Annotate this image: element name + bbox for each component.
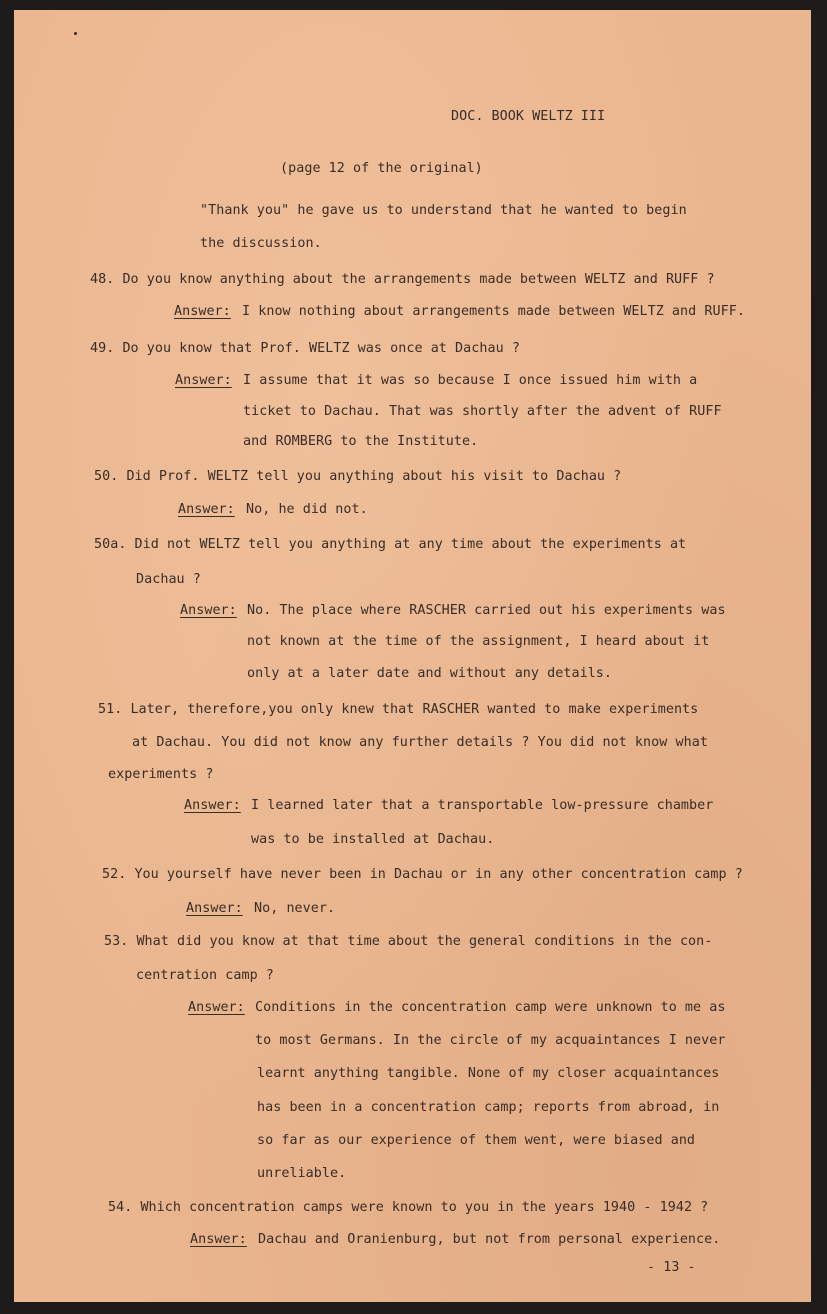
document-page: [14, 10, 811, 1302]
answer-text: not known at the time of the assignment, I heard about it: [247, 634, 710, 649]
paragraph-line: "Thank you" he gave us to understand that he wanted to begin: [200, 203, 687, 218]
question-48: 48. Do you know anything about the arrangements made between WELTZ and RUFF ?: [90, 272, 715, 287]
answer-label: Answer:: [188, 1000, 245, 1015]
page-number: - 13 -: [647, 1260, 696, 1275]
answer-label: Answer:: [190, 1232, 247, 1247]
question-continuation: Dachau ?: [136, 572, 201, 587]
answer-label: Answer:: [175, 373, 232, 388]
answer-text: Dachau and Oranienburg, but not from personal experience.: [258, 1232, 721, 1247]
answer-label: Answer:: [184, 798, 241, 813]
answer-text: to most Germans. In the circle of my acquaintances I never: [255, 1033, 726, 1048]
answer-text: so far as our experience of them went, were biased and: [257, 1133, 696, 1148]
original-page-reference: (page 12 of the original): [280, 161, 483, 176]
answer-text: unreliable.: [257, 1166, 347, 1181]
answer-text: was to be installed at Dachau.: [251, 832, 495, 847]
answer-text: learnt anything tangible. None of my closer acquaintances: [257, 1066, 720, 1081]
question-49: 49. Do you know that Prof. WELTZ was once at Dachau ?: [90, 341, 520, 356]
answer-label: Answer:: [174, 304, 231, 319]
ink-speck: [74, 32, 77, 35]
answer-text: I know nothing about arrangements made between WELTZ and RUFF.: [242, 304, 745, 319]
question-51: 51. Later, therefore,you only knew that RASCHER wanted to make experiments: [98, 702, 699, 717]
answer-text: and ROMBERG to the Institute.: [243, 434, 479, 449]
question-53: 53. What did you know at that time about the general conditions in the con-: [104, 934, 713, 949]
answer-text: I learned later that a transportable low-pressure chamber: [251, 798, 714, 813]
question-52: 52. You yourself have never been in Dachau or in any other concentration camp ?: [102, 867, 743, 882]
question-continuation: at Dachau. You did not know any further details ? You did not know what: [132, 735, 708, 750]
question-54: 54. Which concentration camps were known to you in the years 1940 - 1942 ?: [108, 1200, 709, 1215]
answer-text: only at a later date and without any details.: [247, 666, 613, 681]
question-continuation: experiments ?: [108, 767, 214, 782]
answer-label: Answer:: [178, 502, 235, 517]
question-50a: 50a. Did not WELTZ tell you anything at any time about the experiments at: [94, 537, 687, 552]
answer-text: I assume that it was so because I once issued him with a: [243, 373, 698, 388]
answer-text: No, he did not.: [246, 502, 368, 517]
answer-label: Answer:: [180, 603, 237, 618]
answer-text: ticket to Dachau. That was shortly after the advent of RUFF: [243, 404, 722, 419]
answer-text: No. The place where RASCHER carried out his experiments was: [247, 603, 726, 618]
answer-text: Conditions in the concentration camp were unknown to me as: [255, 1000, 726, 1015]
question-50: 50. Did Prof. WELTZ tell you anything about his visit to Dachau ?: [94, 469, 622, 484]
answer-text: has been in a concentration camp; reports from abroad, in: [257, 1100, 720, 1115]
answer-text: No, never.: [254, 901, 336, 916]
answer-label: Answer:: [186, 901, 243, 916]
question-continuation: centration camp ?: [136, 968, 274, 983]
paragraph-line: the discussion.: [200, 236, 322, 251]
document-id: DOC. BOOK WELTZ III: [451, 109, 606, 124]
